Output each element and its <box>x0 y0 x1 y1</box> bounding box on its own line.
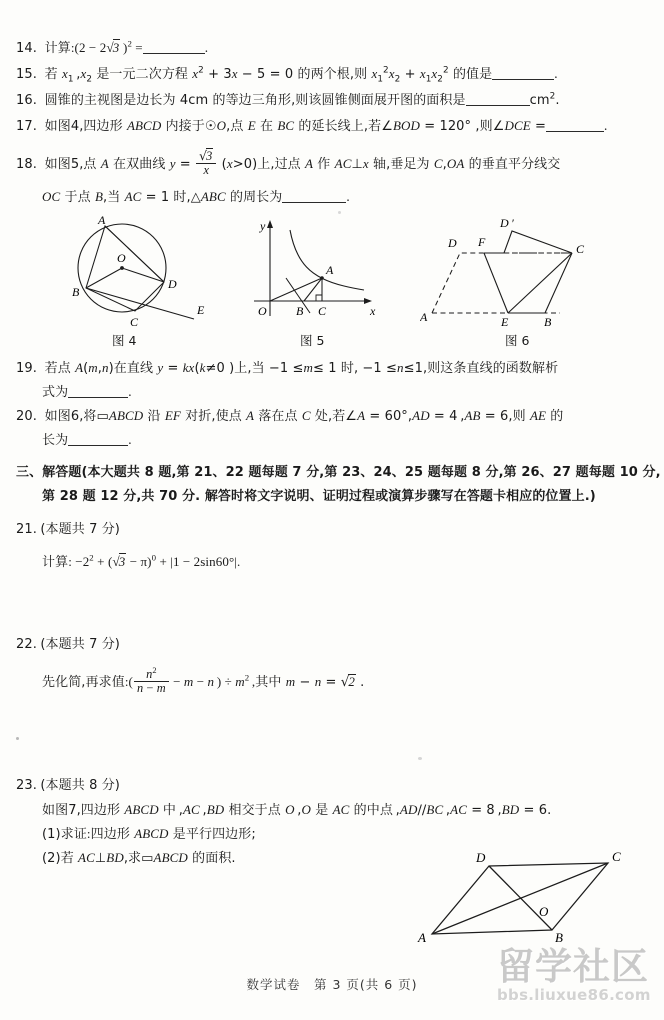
question-14-text: 计算:(2 − 2√3 )$^2$ = <box>40 38 143 56</box>
question-number: 18. <box>16 156 37 172</box>
figure-7 <box>404 848 634 950</box>
svg-text:O: O <box>117 251 126 265</box>
svg-text:D ′: D ′ <box>500 216 514 230</box>
svg-text:C: C <box>318 304 327 318</box>
svg-text:B: B <box>296 304 304 318</box>
answer-blank[interactable] <box>546 118 604 132</box>
question-15-text: 若 $x_1$ $,x_2$ 是一元二次方程 $x^2 + 3x - 5 = 0$ 的两个根,则 $x_1^2x_2 + x_1x_2^2$ 的值是 <box>40 65 493 85</box>
answer-blank[interactable] <box>492 66 554 80</box>
question-20-text-line1: 如图6,将▭ABCD 沿 EF 对折,使点 A 落在点 C 处,若∠A = 60°,AD = 4 ,AB = 6,则 AE 的 <box>40 408 564 424</box>
svg-text:D: D <box>476 850 486 865</box>
section-three-heading-line1 <box>16 462 664 483</box>
figure-5-caption: 图 5 <box>300 333 325 348</box>
question-number: 20. <box>16 409 37 424</box>
question-18-line2: OC 于点 B,当 AC = 1 时,△ABC 的周长为 . <box>42 189 350 205</box>
answer-blank[interactable] <box>68 384 128 398</box>
question-17: 17. 如图4,四边形 ABCD 内接于☉O,点 E 在 BC 的延长线上,若∠BOD = 120° ,则∠DCE = . <box>16 116 656 137</box>
question-21-points: (本题共 7 分) <box>40 522 120 537</box>
svg-text:A: A <box>420 310 428 324</box>
question-21-body <box>42 552 240 573</box>
answer-blank[interactable] <box>466 92 530 106</box>
watermark-url: bbs.liuxue86.com <box>497 986 651 1004</box>
question-18-line1 <box>16 149 661 178</box>
figure-6 <box>420 213 640 328</box>
question-19-text-line1: 若点 A(m,n)在直线 y = kx(k≠0 )上,当 −1 ≤m≤ 1 时, −1 ≤n≤1,则这条直线的函数解析 <box>40 360 559 376</box>
figure-4-caption: 图 4 <box>112 333 137 348</box>
svg-text:O: O <box>258 304 267 318</box>
svg-text:B: B <box>555 930 563 945</box>
question-20-text-line2: 长为 <box>42 433 69 448</box>
question-23-line1 <box>42 800 652 821</box>
svg-text:A: A <box>98 216 106 227</box>
scan-speck <box>418 757 422 760</box>
hyperbola-axes-figure <box>248 216 388 328</box>
answer-blank[interactable] <box>68 432 128 446</box>
svg-text:x: x <box>370 304 376 318</box>
svg-text:B: B <box>72 285 80 299</box>
question-number: 19. <box>16 361 37 376</box>
svg-text:B: B <box>544 315 552 328</box>
question-number: 22. <box>16 637 37 652</box>
section-three-line1: 三、解答题(本大题共 8 题,第 21、22 题每题 7 分,第 23、24、25 题每题 8 分,第 26、27 题每题 10 分, <box>16 465 661 480</box>
svg-text:E: E <box>501 315 509 328</box>
question-16-text: 圆锥的主视图是边长为 4cm 的等边三角形,则该圆锥侧面展开图的面积是 <box>40 93 466 108</box>
circle-quadrilateral-figure <box>60 216 210 328</box>
figure-4 <box>60 216 210 328</box>
question-number: 23. <box>16 778 37 793</box>
svg-text:O: O <box>539 904 549 919</box>
question-23-text-line1: 如图7,四边形 ABCD 中 ,AC ,BD 相交于点 O ,O 是 AC 的中点 ,AD∕∕BC ,AC = 8 ,BD = 6. <box>42 802 552 818</box>
svg-text:y: y <box>260 219 266 233</box>
question-18-text-line2: OC 于点 B,当 AC = 1 时,△ABC 的周长为 <box>42 189 283 205</box>
question-14: 14. 计算:(2 − 2√3 )$^2$ = . <box>16 38 636 59</box>
svg-text:E: E <box>197 303 205 317</box>
question-19-line1 <box>16 358 664 379</box>
answer-blank[interactable] <box>282 189 346 203</box>
svg-text:D: D <box>448 236 457 250</box>
figure-6-caption: 图 6 <box>505 333 530 348</box>
question-22-points: (本题共 7 分) <box>40 637 120 652</box>
answer-blank[interactable] <box>143 40 205 54</box>
question-number: 17. <box>16 119 37 134</box>
question-number: 16. <box>16 93 37 108</box>
question-20-line1 <box>16 406 664 427</box>
scan-speck <box>16 737 19 740</box>
question-23-line2 <box>42 824 652 845</box>
svg-text:C: C <box>130 315 139 328</box>
question-19-line2: 式为 . <box>42 384 132 400</box>
question-15: 15. 若 $x_1$ $,x_2$ 是一元二次方程 $x^2 + 3x - 5 = 0$ 的两个根,则 $x_1^2x_2 + x_1x_2^2$ 的值是 . <box>16 65 558 85</box>
question-17-text: 如图4,四边形 ABCD 内接于☉O,点 E 在 BC 的延长线上,若∠BOD = 120° ,则∠DCE = <box>40 118 547 134</box>
question-number: 21. <box>16 522 37 537</box>
svg-text:F: F <box>478 235 486 249</box>
figure-5 <box>248 216 388 328</box>
question-22-expression: 先化简,再求值:( $\frac{n^2}{n - m}$ − m − n ) ÷ $m^2$ ,其中 m − n = √2 . <box>42 665 365 696</box>
watermark-text: 留学社区 <box>497 945 649 988</box>
svg-text:C: C <box>576 242 585 256</box>
folded-parallelogram-figure <box>420 213 640 328</box>
section-three-line2: 第 28 题 12 分,共 70 分. 解答时将文字说明、证明过程或演算步骤写在答题卡相应的位置上.) <box>42 489 596 504</box>
svg-text:A: A <box>418 930 426 945</box>
question-number: 15. <box>16 67 37 82</box>
question-19-text-line2: 式为 <box>42 385 69 400</box>
question-18-text-line1: 如图5,点 A 在双曲线 y = $\frac{√3}{x}$ (x>0)上,过点 A 作 AC⊥x 轴,垂足为 C,OA 的垂直平分线交 <box>40 148 561 178</box>
question-22-body <box>42 665 365 696</box>
question-number: 14. <box>16 41 37 56</box>
svg-text:D: D <box>168 277 177 291</box>
svg-text:C: C <box>612 849 621 864</box>
page-footer: 数学试卷 第 3 页(共 6 页) <box>246 977 418 992</box>
question-20-line2: 长为 . <box>42 432 132 448</box>
question-22-header <box>16 634 120 655</box>
section-three-heading-line2 <box>42 486 664 507</box>
question-23-text-line2: (1)求证:四边形 ABCD 是平行四边形; <box>42 826 256 842</box>
question-23-header <box>16 775 120 796</box>
question-23-points: (本题共 8 分) <box>40 778 120 793</box>
parallelogram-diagonals-figure <box>404 848 634 950</box>
question-21-expression: 计算: $-2^2 + (√3 - \pi)^0 + |1 - 2\sin 60^\circ|$. <box>42 552 241 570</box>
scan-speck <box>338 211 341 214</box>
question-16: 16. 圆锥的主视图是边长为 4cm 的等边三角形,则该圆锥侧面展开图的面积是 $cm^2$. <box>16 90 656 111</box>
svg-text:A: A <box>326 263 334 277</box>
question-23-text-line3: (2)若 AC⊥BD,求▭ABCD 的面积. <box>42 850 236 866</box>
question-21-header <box>16 519 120 540</box>
